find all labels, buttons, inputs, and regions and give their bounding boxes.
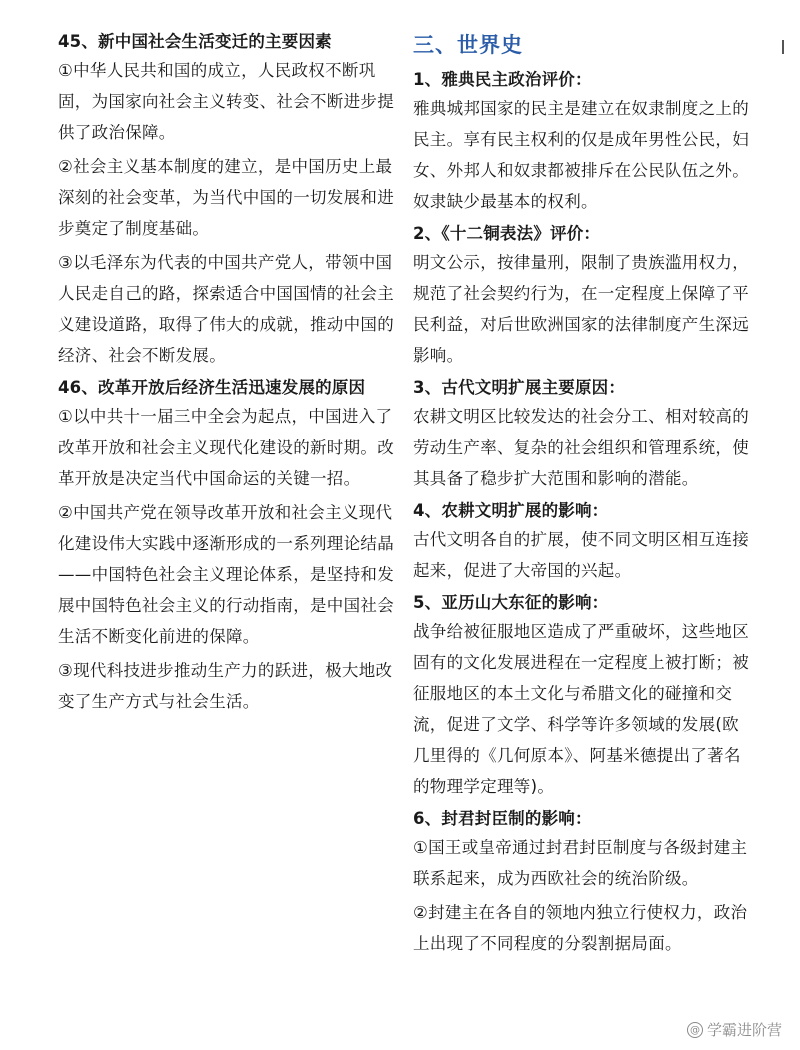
right-column bbox=[413, 28, 753, 962]
item-6-heading: 6、封君封臣制的影响： bbox=[413, 809, 592, 828]
item-6-point-1: ①国王或皇帝通过封君封臣制度与各级封建主联系起来，成为西欧社会的统治阶级。 bbox=[413, 838, 748, 888]
item-6-point-2: ②封建主在各自的领地内独立行使权力，政治上出现了不同程度的分裂割据局面。 bbox=[413, 903, 748, 953]
section-45-heading: 45、新中国社会生活变迁的主要因素 bbox=[58, 32, 332, 51]
item-5-heading: 5、亚历山大东征的影响： bbox=[413, 593, 609, 612]
item-1-text: 雅典城邦国家的民主是建立在奴隶制度之上的民主。享有民主权利的仅是成年男性公民，妇女、外邦人和奴隶都被排斥在公民队伍之外。奴隶缺少最基本的权利。 bbox=[413, 99, 749, 211]
section-45-point-1: ①中华人民共和国的成立，人民政权不断巩固，为国家向社会主义转变、社会不断进步提供了政治保障。 bbox=[58, 61, 394, 142]
item-5-text: 战争给被征服地区造成了严重破坏，这些地区固有的文化发展进程在一定程度上被打断；被征服地区的本土文化与希腊文化的碰撞和交流，促进了文学、科学等许多领域的发展(欧几里得的《几何原本》、阿基米德提出了著名的物理学定理等)。 bbox=[413, 622, 749, 796]
section-45-point-2: ②社会主义基本制度的建立，是中国历史上最深刻的社会变革，为当代中国的一切发展和进步奠定了制度基础。 bbox=[58, 157, 394, 238]
item-2-heading: 2、《十二铜表法》评价： bbox=[413, 224, 601, 243]
edge-mark bbox=[782, 40, 784, 54]
world-history-title: 三、世界史 bbox=[413, 33, 523, 57]
left-column bbox=[58, 28, 400, 720]
item-2-text: 明文公示，按律量刑，限制了贵族滥用权力，规范了社会契约行为，在一定程度上保障了平民利益，对后世欧洲国家的法律制度产生深远影响。 bbox=[413, 253, 749, 365]
section-46-point-1: ①以中共十一届三中全会为起点，中国进入了改革开放和社会主义现代化建设的新时期。改革开放是决定当代中国命运的关键一招。 bbox=[58, 407, 394, 488]
item-4-heading: 4、农耕文明扩展的影响： bbox=[413, 501, 609, 520]
section-46-point-2: ②中国共产党在领导改革开放和社会主义现代化建设伟大实践中逐渐形成的一系列理论结晶——中国特色社会主义理论体系，是坚持和发展中国特色社会主义的行动指南，是中国社会生活不断变化前进的保障。 bbox=[58, 503, 394, 646]
at-sign-icon: @ bbox=[687, 1022, 703, 1038]
item-1-heading: 1、雅典民主政治评价： bbox=[413, 70, 592, 89]
item-4-text: 古代文明各自的扩展，使不同文明区相互连接起来，促进了大帝国的兴起。 bbox=[413, 530, 749, 580]
section-46-heading: 46、改革开放后经济生活迅速发展的原因 bbox=[58, 378, 366, 397]
watermark-text: 学霸进阶营 bbox=[706, 1021, 782, 1039]
section-46-point-3: ③现代科技进步推动生产力的跃进，极大地改变了生产方式与社会生活。 bbox=[58, 661, 393, 711]
section-45-point-3: ③以毛泽东为代表的中国共产党人，带领中国人民走自己的路，探索适合中国国情的社会主义建设道路，取得了伟大的成就，推动中国的经济、社会不断发展。 bbox=[58, 253, 394, 365]
item-3-text: 农耕文明区比较发达的社会分工、相对较高的劳动生产率、复杂的社会组织和管理系统，使其具备了稳步扩大范围和影响的潜能。 bbox=[413, 407, 749, 488]
item-3-heading: 3、古代文明扩展主要原因： bbox=[413, 378, 626, 397]
watermark bbox=[687, 1019, 782, 1040]
